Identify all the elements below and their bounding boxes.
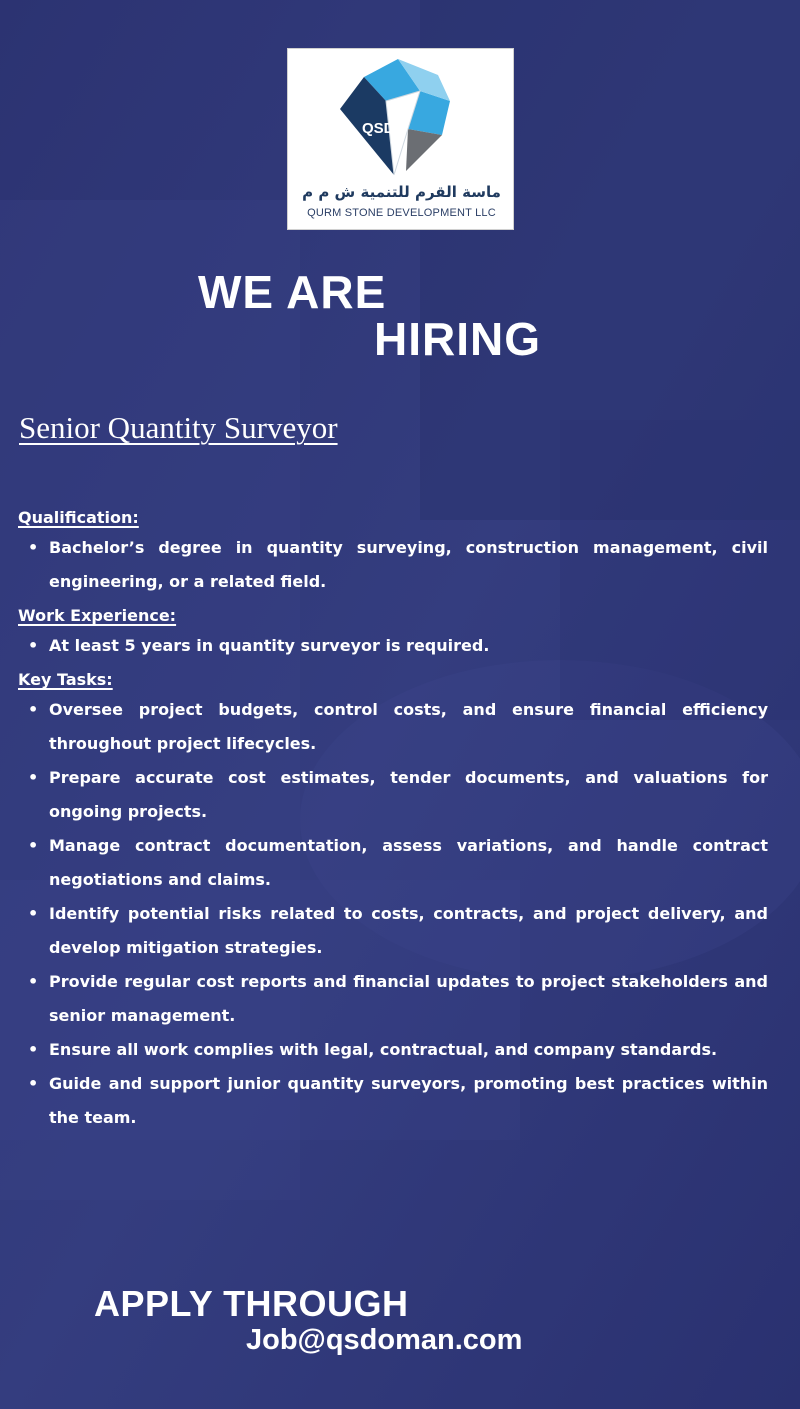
key-tasks-heading: Key Tasks: (18, 670, 113, 689)
job-title: Senior Quantity Surveyor (19, 410, 338, 445)
experience-heading: Work Experience: (18, 606, 177, 625)
list-item: • Oversee project budgets, control costs, and ensure financial efficiency throughout project lifecycles. (18, 693, 768, 761)
headline-hiring: HIRING (374, 313, 541, 365)
logo-arabic-name: ماسة القرم للتنمية ش م م (302, 183, 501, 201)
job-details (18, 505, 768, 1139)
key-tasks-list (18, 693, 768, 1135)
list-item: • Ensure all work complies with legal, contractual, and company standards. (18, 1033, 768, 1067)
list-item: • Identify potential risks related to costs, contracts, and project delivery, and develop mitigation strategies. (18, 897, 768, 965)
apply-email[interactable]: Job@qsdoman.com (246, 1324, 523, 1356)
list-item: • Manage contract documentation, assess variations, and handle contract negotiations and claims. (18, 829, 768, 897)
qualification-list (18, 531, 768, 599)
logo-english-name: QURM STONE DEVELOPMENT LLC (307, 207, 496, 219)
qualification-heading: Qualification: (18, 508, 139, 527)
list-item: • At least 5 years in quantity surveyor is required. (18, 629, 768, 663)
headline-we-are: WE ARE (198, 266, 387, 318)
list-item: • Prepare accurate cost estimates, tender documents, and valuations for ongoing projects. (18, 761, 768, 829)
experience-list (18, 629, 768, 663)
svg-text:QSD: QSD (362, 120, 395, 137)
apply-through-label: APPLY THROUGH (94, 1283, 409, 1324)
list-item: • Guide and support junior quantity surveyors, promoting best practices within the team. (18, 1067, 768, 1135)
list-item: • Provide regular cost reports and financial updates to project stakeholders and senior management. (18, 965, 768, 1033)
qsd-diamond-logo-icon (338, 57, 463, 181)
list-item: • Bachelor’s degree in quantity surveying, construction management, civil engineering, or a related field. (18, 531, 768, 599)
company-logo (287, 48, 514, 230)
